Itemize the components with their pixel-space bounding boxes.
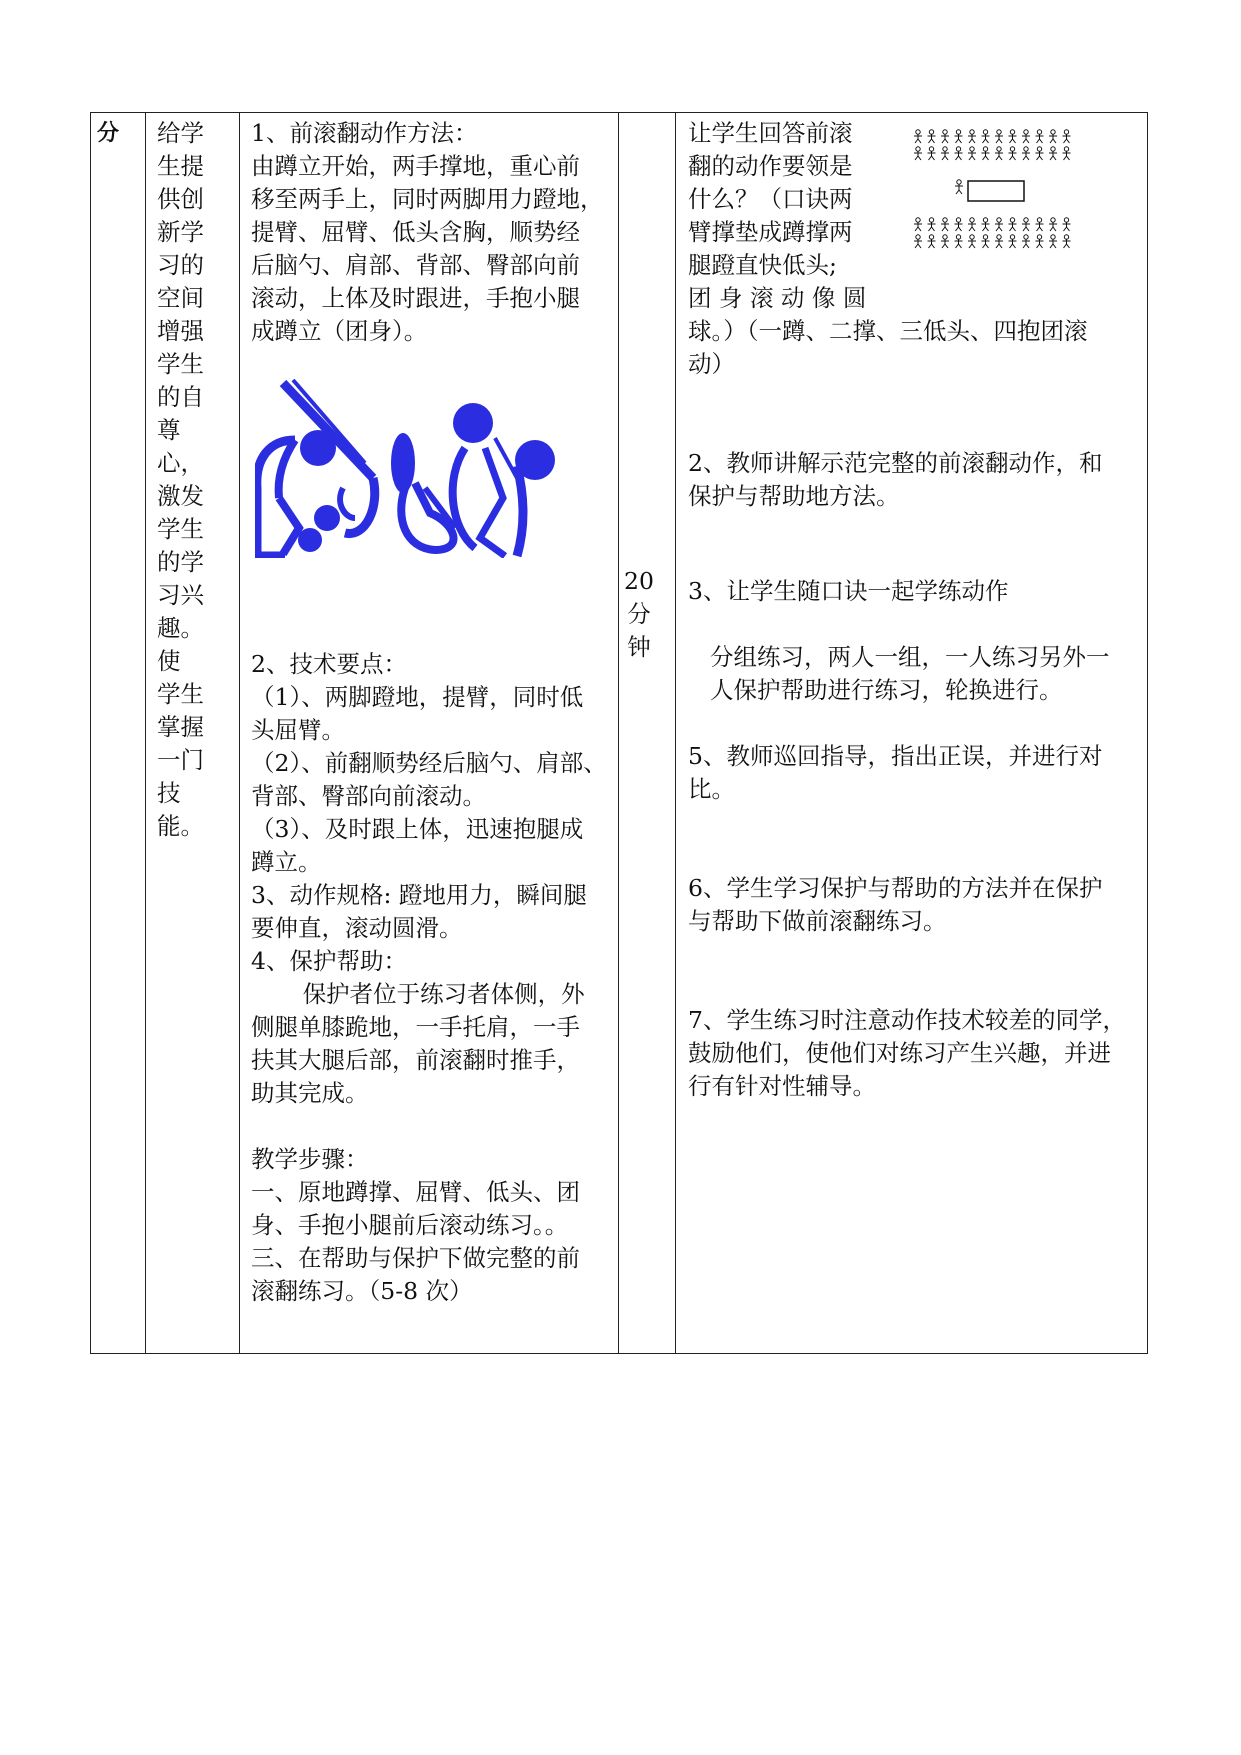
- spec-line: 要伸直，滚动圆滑。: [251, 914, 463, 942]
- method-line: 由蹲立开始，两手撑地，重心前: [251, 152, 580, 180]
- objective-line: 激发: [157, 482, 204, 510]
- column-divider: [239, 113, 240, 1353]
- mat-icon: [968, 181, 1024, 201]
- student-icon: [1036, 130, 1044, 143]
- question-line: 让学生回答前滚: [688, 119, 853, 147]
- key-point-line: （2）、前翻顺势经后脑勺、肩部、: [251, 749, 607, 777]
- forward-roll-illustration: [255, 378, 611, 558]
- question-line: 团 身 滚 动 像 圆: [688, 284, 867, 312]
- method-heading: 1、前滚翻动作方法：: [251, 119, 478, 147]
- student-icon: [1009, 235, 1017, 248]
- student-icon: [982, 147, 990, 160]
- column-divider: [618, 113, 619, 1353]
- step-6-line: 与帮助下做前滚翻练习。: [688, 907, 947, 935]
- student-icon: [928, 130, 936, 143]
- objective-line: 学生: [157, 680, 204, 708]
- student-row-top: [914, 130, 1071, 160]
- objective-line: 的学: [157, 548, 204, 576]
- objective-line: 空间: [157, 284, 204, 312]
- question-line: 什么？（口诀两: [688, 185, 853, 213]
- duration-line: 分: [627, 600, 651, 628]
- student-icon: [982, 130, 990, 143]
- student-icon: [1036, 147, 1044, 160]
- student-icon: [995, 130, 1003, 143]
- student-icon: [1063, 130, 1071, 143]
- content-cell: [251, 117, 611, 1308]
- step-5-line: 5、教师巡回指导，指出正误，并进行对: [688, 742, 1103, 770]
- lesson-table: [90, 112, 1148, 1354]
- protection-line: 保护者位于练习者体侧，外: [302, 980, 585, 1008]
- method-line: 成蹲立（团身）。: [251, 317, 428, 345]
- column-divider: [145, 113, 146, 1353]
- time-label-cell: [97, 117, 137, 150]
- step-6-line: 6、学生学习保护与帮助的方法并在保护: [688, 874, 1103, 902]
- student-icon: [968, 130, 976, 143]
- steps-heading: 教学步骤：: [251, 1145, 369, 1173]
- step-4-line: 分组练习，两人一组，一人练习另外一: [710, 643, 1110, 671]
- objective-line: 习兴: [157, 581, 204, 609]
- question-line: 球。）（一蹲、二撑、三低头、四抱团滚: [688, 317, 1088, 345]
- objective-line: 给学: [157, 119, 204, 147]
- method-line: 滚动，上体及时跟进，手抱小腿: [251, 284, 580, 312]
- student-icon: [914, 147, 922, 160]
- key-point-line: 背部、臀部向前滚动。: [251, 782, 486, 810]
- step-line: 身、手抱小腿前后滚动练习。。: [251, 1211, 569, 1239]
- key-points-heading: 2、技术要点：: [251, 650, 407, 678]
- protection-line: 助其完成。: [251, 1079, 369, 1107]
- step-2-line: 2、教师讲解示范完整的前滚翻动作，和: [688, 449, 1103, 477]
- key-point-line: （3）、及时跟上体，迅速抱腿成: [251, 815, 584, 843]
- step-7-line: 7、学生练习时注意动作技术较差的同学，: [688, 1006, 1126, 1034]
- student-icon: [1022, 147, 1030, 160]
- student-icon: [914, 218, 922, 231]
- objective-line: 供创: [157, 185, 204, 213]
- student-icon: [941, 147, 949, 160]
- objective-line: 习的: [157, 251, 204, 279]
- objective-line: 的自: [157, 383, 204, 411]
- student-icon: [941, 130, 949, 143]
- student-icon: [928, 235, 936, 248]
- objective-line: 一门: [157, 746, 204, 774]
- student-icon: [982, 218, 990, 231]
- student-icon: [955, 218, 963, 231]
- student-icon: [955, 235, 963, 248]
- method-line: 后脑勺、肩部、背部、臀部向前: [251, 251, 580, 279]
- duration-line: 20: [624, 567, 654, 595]
- question-line: 翻的动作要领是: [688, 152, 853, 180]
- step-7-line: 行有针对性辅导。: [688, 1072, 876, 1100]
- method-line: 移至两手上，同时两脚用力蹬地，: [251, 185, 604, 213]
- student-icon: [928, 218, 936, 231]
- student-icon: [1009, 218, 1017, 231]
- duration-cell: [615, 565, 663, 664]
- student-icon: [1049, 218, 1057, 231]
- key-point-line: （1）、两脚蹬地，提臂，同时低: [251, 683, 584, 711]
- student-icon: [955, 147, 963, 160]
- student-icon: [968, 218, 976, 231]
- step-4-line: 人保护帮助进行练习，轮换进行。: [710, 676, 1063, 704]
- student-icon: [914, 235, 922, 248]
- student-icon: [1049, 235, 1057, 248]
- student-icon: [1022, 130, 1030, 143]
- objective-line: 趣。使: [157, 614, 204, 675]
- step-line: 滚翻练习。（5-8 次）: [251, 1277, 473, 1305]
- student-icon: [928, 147, 936, 160]
- student-icon: [914, 130, 922, 143]
- student-icon: [968, 147, 976, 160]
- student-icon: [1009, 147, 1017, 160]
- spec-line: 3、动作规格: 蹬地用力，瞬间腿: [251, 881, 587, 909]
- step-3: 3、让学生随口诀一起学练动作: [688, 577, 1009, 605]
- student-icon: [1063, 147, 1071, 160]
- teacher-icon: [955, 180, 963, 194]
- student-icon: [968, 235, 976, 248]
- method-line: 提臂、屈臂、低头含胸，顺势经: [251, 218, 580, 246]
- objective-line: 学生: [157, 515, 204, 543]
- objective-line: 生提: [157, 152, 204, 180]
- protection-line: 侧腿单膝跪地，一手托肩，一手: [251, 1013, 580, 1041]
- student-icon: [995, 235, 1003, 248]
- step-7-line: 鼓励他们，使他们对练习产生兴趣，并进: [688, 1039, 1111, 1067]
- student-icon: [1022, 235, 1030, 248]
- question-line: 腿蹬直快低头;: [688, 251, 837, 279]
- formation-diagram: [910, 128, 1080, 258]
- objective-line: 增强: [157, 317, 204, 345]
- student-icon: [1036, 235, 1044, 248]
- student-icon: [955, 130, 963, 143]
- student-icon: [941, 218, 949, 231]
- student-icon: [982, 235, 990, 248]
- key-point-line: 蹲立。: [251, 848, 322, 876]
- student-icon: [1022, 218, 1030, 231]
- objective-line: 技能。: [157, 779, 204, 840]
- step-2-line: 保护与帮助地方法。: [688, 482, 900, 510]
- question-line: 动）: [688, 350, 735, 378]
- student-icon: [1036, 218, 1044, 231]
- student-icon: [1049, 147, 1057, 160]
- student-icon: [995, 218, 1003, 231]
- student-icon: [1009, 130, 1017, 143]
- student-row-bottom: [914, 218, 1071, 248]
- objective-line: 尊心，: [157, 416, 204, 477]
- student-icon: [1063, 218, 1071, 231]
- student-icon: [1049, 130, 1057, 143]
- step-line: 三、在帮助与保护下做完整的前: [251, 1244, 580, 1272]
- question-line: 臂撑垫成蹲撑两: [688, 218, 853, 246]
- student-icon: [995, 147, 1003, 160]
- column-divider: [675, 113, 676, 1353]
- objective-line: 掌握: [157, 713, 204, 741]
- step-line: 一、原地蹲撑、屈臂、低头、团: [251, 1178, 580, 1206]
- protection-line: 扶其大腿后部，前滚翻时推手，: [251, 1046, 580, 1074]
- time-label: 分: [97, 121, 120, 146]
- objective-line: 新学: [157, 218, 204, 246]
- objective-cell: [157, 117, 219, 843]
- student-icon: [941, 235, 949, 248]
- student-icon: [1063, 235, 1071, 248]
- protection-heading: 4、保护帮助：: [251, 947, 407, 975]
- key-point-line: 头屈臂。: [251, 716, 345, 744]
- duration-line: 钟: [627, 633, 651, 661]
- step-5-line: 比。: [688, 775, 735, 803]
- method-organization-cell: [688, 117, 1143, 1103]
- objective-line: 学生: [157, 350, 204, 378]
